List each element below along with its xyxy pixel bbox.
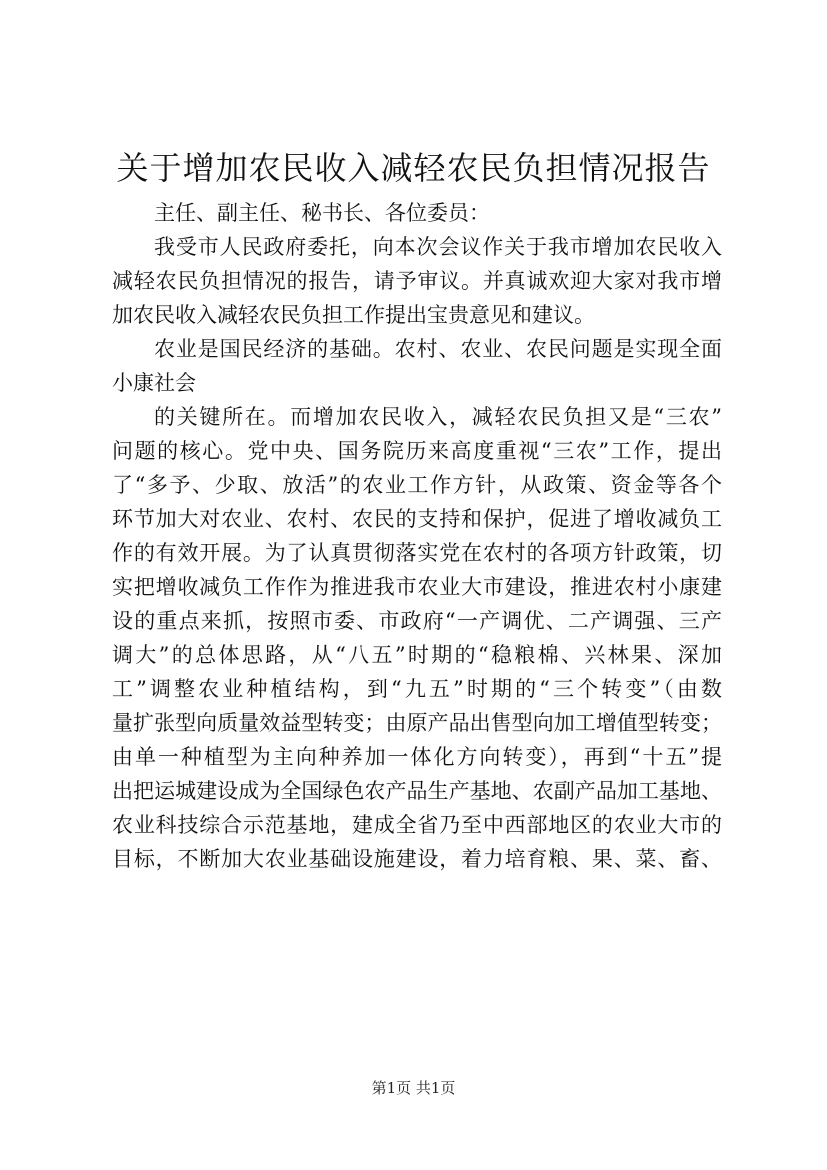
paragraph-line: 了“多予、少取、放活”的农业工作方针，从政策、资金等各个 (112, 473, 722, 497)
paragraph-line: 设的重点来抓，按照市委、市政府“一产调优、二产调强、三产 (112, 609, 722, 633)
paragraph-line: 的关键所在。而增加农民收入，减轻农民负担又是“三农” (154, 405, 722, 429)
paragraph-line: 工”调整农业种植结构，到“九五”时期的“三个转变”（由数 (112, 677, 722, 701)
paragraph-line: 农业是国民经济的基础。农村、农业、农民问题是实现全面 (154, 337, 722, 361)
paragraph-line: 量扩张型向质量效益型转变；由原产品出售型向加工增值型转变； (112, 711, 722, 735)
paragraph-line: 问题的核心。党中央、国务院历来高度重视“三农”工作，提出 (112, 439, 722, 463)
paragraph-line: 作的有效开展。为了认真贯彻落实党在农村的各项方针政策，切 (112, 541, 722, 565)
salutation-line: 主任、副主任、秘书长、各位委员： (154, 201, 490, 225)
paragraph-line: 农业科技综合示范基地，建成全省乃至中西部地区的农业大市的 (112, 813, 722, 837)
paragraph-line: 出把运城建设成为全国绿色农产品生产基地、农副产品加工基地、 (112, 779, 722, 803)
document-body (112, 196, 722, 876)
paragraph-line: 目标，不断加大农业基础设施建设，着力培育粮、果、菜、畜、 (112, 847, 722, 871)
page-footer: 第1页 共1页 (371, 1079, 456, 1097)
paragraph-line: 加农民收入减轻农民负担工作提出宝贵意见和建议。 (112, 303, 595, 327)
paragraph-line: 调大”的总体思路，从“八五”时期的“稳粮棉、兴林果、深加 (112, 643, 722, 667)
paragraph-line: 实把增收减负工作作为推进我市农业大市建设，推进农村小康建 (112, 575, 722, 599)
paragraph-line: 减轻农民负担情况的报告，请予审议。并真诚欢迎大家对我市增 (112, 269, 722, 293)
paragraph-line: 我受市人民政府委托，向本次会议作关于我市增加农民收入 (154, 235, 722, 259)
paragraph-line: 由单一种植型为主向种养加一体化方向转变），再到“十五”提 (112, 745, 722, 769)
paragraph-line: 环节加大对农业、农村、农民的支持和保护，促进了增收减负工 (112, 507, 722, 531)
document-title: 关于增加农民收入减轻农民负担情况报告 (116, 149, 711, 187)
paragraph-line: 小康社会 (112, 371, 196, 395)
